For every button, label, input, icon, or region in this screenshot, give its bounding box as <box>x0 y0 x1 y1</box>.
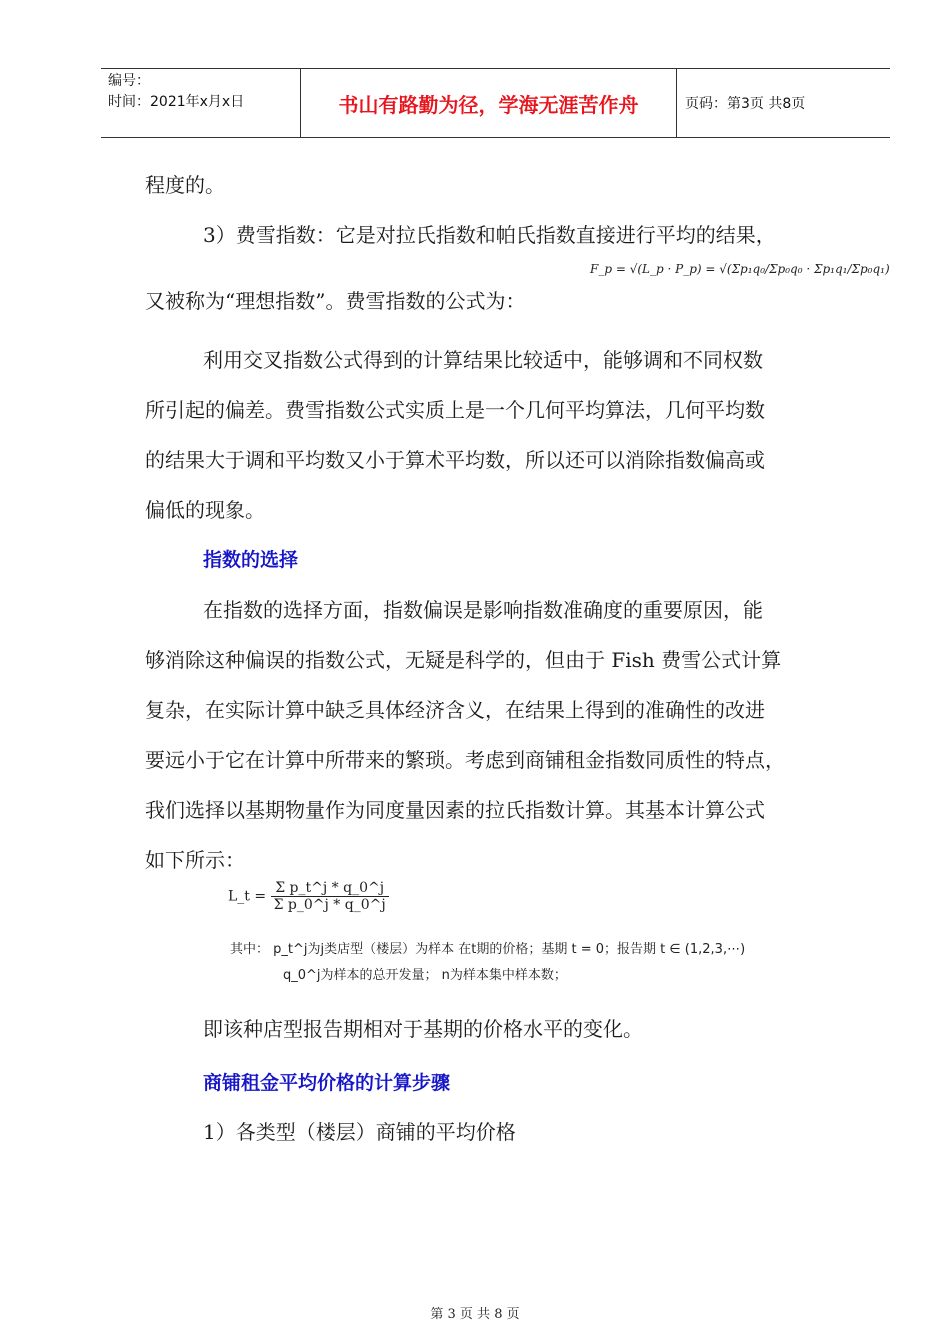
paragraph-line: 利用交叉指数公式得到的计算结果比较适中，能够调和不同权数 <box>203 348 763 372</box>
formula-note: 其中： p_t^j为j类店型（楼层）为样本 在t期的价格；基期 t = 0；报告期 t ∈ (1,2,3,⋯) <box>230 942 746 957</box>
paragraph-line: 我们选择以基期物量作为同度量因素的拉氏指数计算。其基本计算公式 <box>145 798 765 822</box>
paragraph-line: 偏低的现象。 <box>145 498 265 522</box>
formula-lhs: L_t = <box>228 888 267 905</box>
paragraph-line: 又被称为“理想指数”。费雪指数的公式为： <box>145 289 526 313</box>
paragraph-line: 1）各类型（楼层）商铺的平均价格 <box>203 1120 516 1144</box>
document-header <box>101 68 890 138</box>
formula-denominator: Σ p_0^j * q_0^j <box>273 897 386 913</box>
section-heading: 指数的选择 <box>203 549 299 571</box>
paragraph-line: 即该种店型报告期相对于基期的价格水平的变化。 <box>203 1017 643 1041</box>
formula-fraction <box>271 880 389 913</box>
time-label: 时间：2021年x月x日 <box>108 94 245 110</box>
paragraph-line: 3）费雪指数：它是对拉氏指数和帕氏指数直接进行平均的结果， <box>203 223 776 247</box>
paragraph-line: 程度的。 <box>145 173 225 197</box>
formula-numerator: Σ p_t^j * q_0^j <box>271 880 389 897</box>
paragraph-line: 要远小于它在计算中所带来的繁琐。考虑到商铺租金指数同质性的特点， <box>145 748 785 772</box>
paragraph-line: 的结果大于调和平均数又小于算术平均数，所以还可以消除指数偏高或 <box>145 448 765 472</box>
page-footer: 第 3 页 共 8 页 <box>430 1307 520 1322</box>
laspeyres-formula <box>228 880 389 913</box>
paragraph-line: 所引起的偏差。费雪指数公式实质上是一个几何平均算法，几何平均数 <box>145 398 765 422</box>
paragraph-line: 够消除这种偏误的指数公式，无疑是科学的，但由于 Fish 费雪公式计算 <box>145 648 782 672</box>
header-page-info: 页码：第3页 共8页 <box>685 96 806 112</box>
section-heading: 商铺租金平均价格的计算步骤 <box>203 1072 451 1094</box>
paragraph-line: 在指数的选择方面，指数偏误是影响指数准确度的重要原因，能 <box>203 598 763 622</box>
fisher-formula <box>590 262 890 276</box>
fisher-formula-text: F_p = √(L_p · P_p) = √(Σp₁q₀/Σp₀q₀ · Σp₁q₁/Σp₀q₁) <box>590 262 890 276</box>
paragraph-line: 复杂，在实际计算中缺乏具体经济含义，在结果上得到的准确性的改进 <box>145 698 765 722</box>
header-meta-cell <box>101 69 301 137</box>
paragraph-line: 如下所示： <box>145 848 245 872</box>
formula-note: q_0^j为样本的总开发量； n为样本集中样本数； <box>283 968 567 983</box>
header-motto: 书山有路勤为径，学海无涯苦作舟 <box>301 69 677 137</box>
number-label: 编号： <box>108 73 150 89</box>
